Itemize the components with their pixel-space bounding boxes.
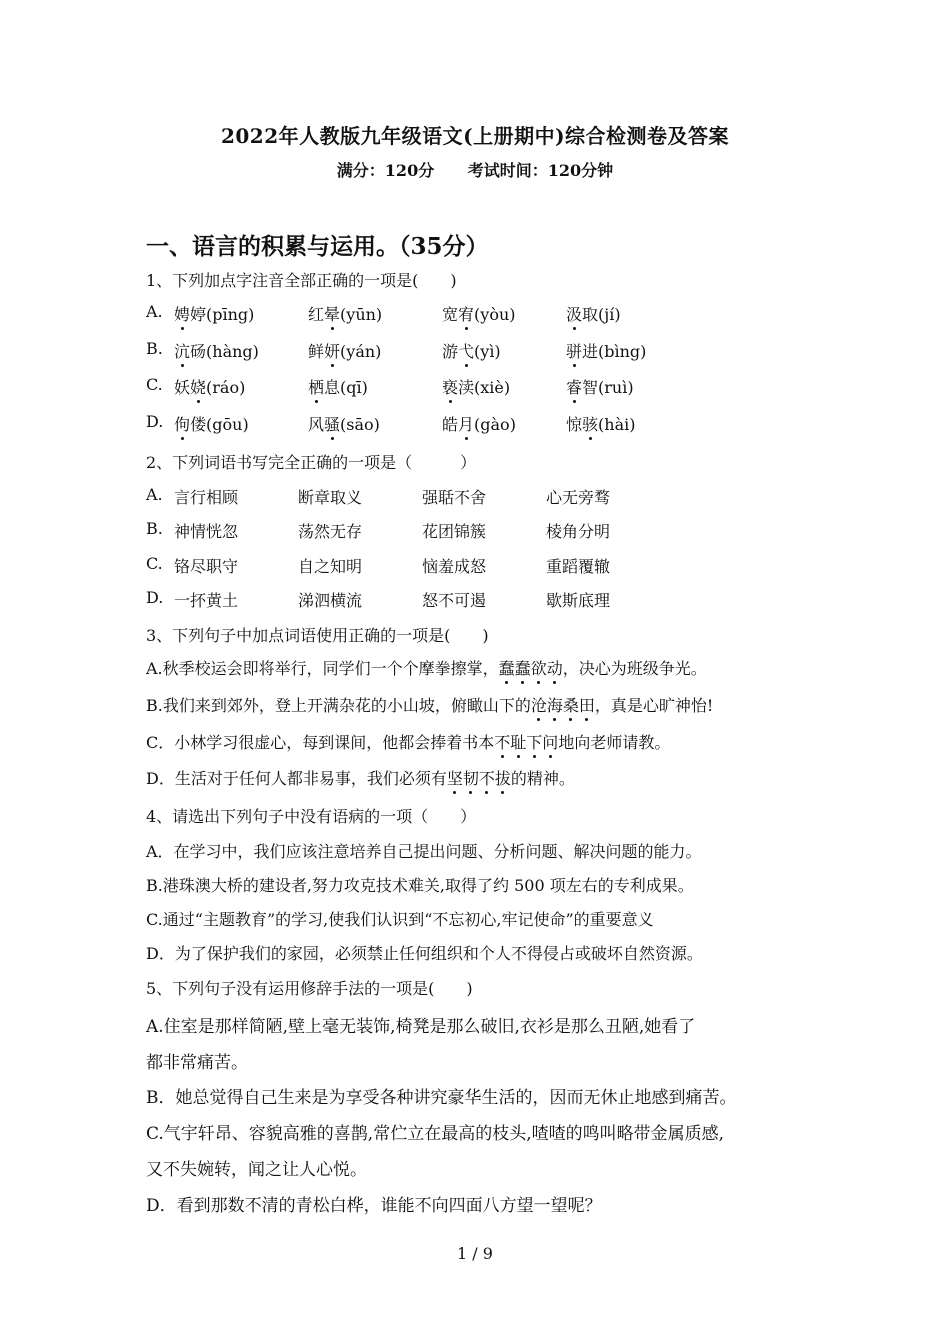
dotted-phrase [494,733,558,752]
dotted-character: 晕 [324,302,340,325]
dotted-character: 拔 [495,766,511,789]
question-3-option-b: B.我们来到郊外，登上开满杂花的小山坡，俯瞰山下的沧海桑田，真是心旷神怡! [146,693,713,716]
option-item: 心无旁骛 [546,488,611,507]
option-item: 娉婷(pīng) [174,302,254,325]
option-item: 言行相顾 [174,488,239,507]
option-item: 睿智(ruì) [566,375,634,398]
question-5-option-d: D．看到那数不清的青松白桦，谁能不向四面八方望一望呢？ [146,1196,602,1216]
full-score: 满分：120分 [336,161,435,180]
option-item: 汲取(jí) [566,302,621,325]
dotted-character: 佝 [174,412,190,435]
dotted-character: 桑 [563,693,579,716]
dotted-character: 下 [526,730,542,753]
dotted-character: 不 [479,766,495,789]
dotted-character: 蠢 [499,656,515,679]
dotted-character: 问 [542,730,558,753]
question-5-option-a: A.住室是那样简陋,壁上毫无装饰,椅凳是那么破旧,衣衫是那么丑陋,她看了 [146,1017,696,1037]
option-item: 游弋(yì) [442,339,501,362]
document-title: 2022年人教版九年级语文(上册期中)综合检测卷及答案 [220,124,730,148]
question-5-stem: 5、下列句子没有运用修辞手法的一项是( ) [146,979,473,998]
question-5-option-c: C.气宇轩昂、容貌高雅的喜鹊,常伫立在最高的枝头,喳喳的鸣叫略带金属质感, [146,1124,725,1144]
option-label: C. [146,375,163,394]
option-item: 强聒不舍 [422,488,487,507]
option-item: 花团锦簇 [422,522,487,541]
question-1-stem: 1、下列加点字注音全部正确的一项是( ) [146,271,457,290]
question-5-option-b: B．她总觉得自己生来是为享受各种讲究豪华生活的，因而无休止地感到痛苦。 [146,1088,737,1108]
dotted-character: 蠢 [515,656,531,679]
page-number: 1 / 9 [457,1244,493,1263]
option-item: 佝偻(gōu) [174,412,249,435]
dotted-character: 沧 [531,693,547,716]
option-item: 红晕(yūn) [308,302,382,325]
section-heading: 一、语言的积累与运用。（35分） [146,233,489,260]
option-label: A. [146,485,163,504]
question-5-option-a-cont: 都非常痛苦。 [146,1053,248,1073]
dotted-character: 栖 [308,375,324,398]
option-item: 沆砀(hàng) [174,339,259,362]
question-3-stem: 3、下列句子中加点词语使用正确的一项是( ) [146,626,489,645]
option-item: 皓月(gào) [442,412,516,435]
option-item: 铬尽职守 [174,557,239,576]
dotted-character: 不 [494,730,510,753]
question-2-stem: 2、下列词语书写完全正确的一项是（ ） [146,453,477,472]
dotted-character: 耻 [510,730,526,753]
exam-time: 考试时间：120分钟 [467,161,614,180]
dotted-phrase [499,659,563,678]
option-label: D. [146,412,164,431]
dotted-character: 骇 [582,412,598,435]
dotted-character: 弋 [458,339,474,362]
option-label: D. [146,588,164,607]
dotted-character: 月 [458,412,474,435]
option-label: B. [146,519,163,538]
dotted-character: 妍 [324,339,340,362]
option-item: 栖息(qī) [308,375,368,398]
dotted-character: 坚 [447,766,463,789]
option-label: B. [146,339,163,358]
question-4-stem: 4、请选出下列句子中没有语病的一项（ ） [146,807,477,826]
dotted-character: 宥 [458,302,474,325]
dotted-character: 汲 [566,302,582,325]
option-item: 自之知明 [298,557,363,576]
option-label: C. [146,554,163,573]
question-3-option-d: D．生活对于任何人都非易事，我们必须有坚韧不拔的精神。 [146,766,575,789]
dotted-character: 骚 [324,412,340,435]
question-4-option-d: D．为了保护我们的家园，必须禁止任何组织和个人不得侵占或破坏自然资源。 [146,944,703,963]
option-item: 鲜妍(yán) [308,339,381,362]
question-3-option-c: C．小林学习很虚心，每到课间，他都会捧着书本不耻下问地向老师请教。 [146,730,670,753]
option-item: 骈进(bìng) [566,339,646,362]
option-item: 妖娆(ráo) [174,375,245,398]
dotted-character: 动 [547,656,563,679]
question-4-option-a: A．在学习中，我们应该注意培养自己提出问题、分析问题、解决问题的能力。 [146,842,702,861]
dotted-character: 睿 [566,375,582,398]
option-item: 歇斯底理 [546,591,611,610]
dotted-character: 海 [547,693,563,716]
option-item: 风骚(sāo) [308,412,380,435]
dotted-character: 欲 [531,656,547,679]
option-item: 亵渎(xiè) [442,375,510,398]
dotted-character: 娉 [174,302,190,325]
option-label: A. [146,302,163,321]
option-item: 重蹈覆辙 [546,557,611,576]
dotted-character: 娆 [190,375,206,398]
question-4-option-b: B.港珠澳大桥的建设者,努力攻克技术难关,取得了约 500 项左右的专利成果。 [146,876,694,895]
dotted-character: 亵 [442,375,458,398]
option-item: 一抔黄土 [174,591,239,610]
option-item: 神情恍忽 [174,522,239,541]
option-item: 棱角分明 [546,522,611,541]
option-item: 怒不可遏 [422,591,487,610]
dotted-phrase [447,769,511,788]
exam-info [0,158,950,181]
question-3-option-a: A.秋季校运会即将举行，同学们一个个摩拳擦掌，蠢蠢欲动，决心为班级争光。 [146,656,707,679]
dotted-character: 韧 [463,766,479,789]
option-item: 涕泗横流 [298,591,363,610]
option-item: 恼羞成怒 [422,557,487,576]
question-5-option-c-cont: 又不失婉转，闻之让人心悦。 [146,1160,367,1180]
dotted-character: 沆 [174,339,190,362]
option-item: 断章取义 [298,488,363,507]
dotted-character: 骈 [566,339,582,362]
option-item: 宽宥(yòu) [442,302,516,325]
dotted-phrase [531,696,595,715]
option-item: 荡然无存 [298,522,363,541]
option-item: 惊骇(hài) [566,412,635,435]
question-4-option-c: C.通过“主题教育”的学习,使我们认识到“不忘初心,牢记使命”的重要意义 [146,910,654,929]
dotted-character: 田 [579,693,595,716]
